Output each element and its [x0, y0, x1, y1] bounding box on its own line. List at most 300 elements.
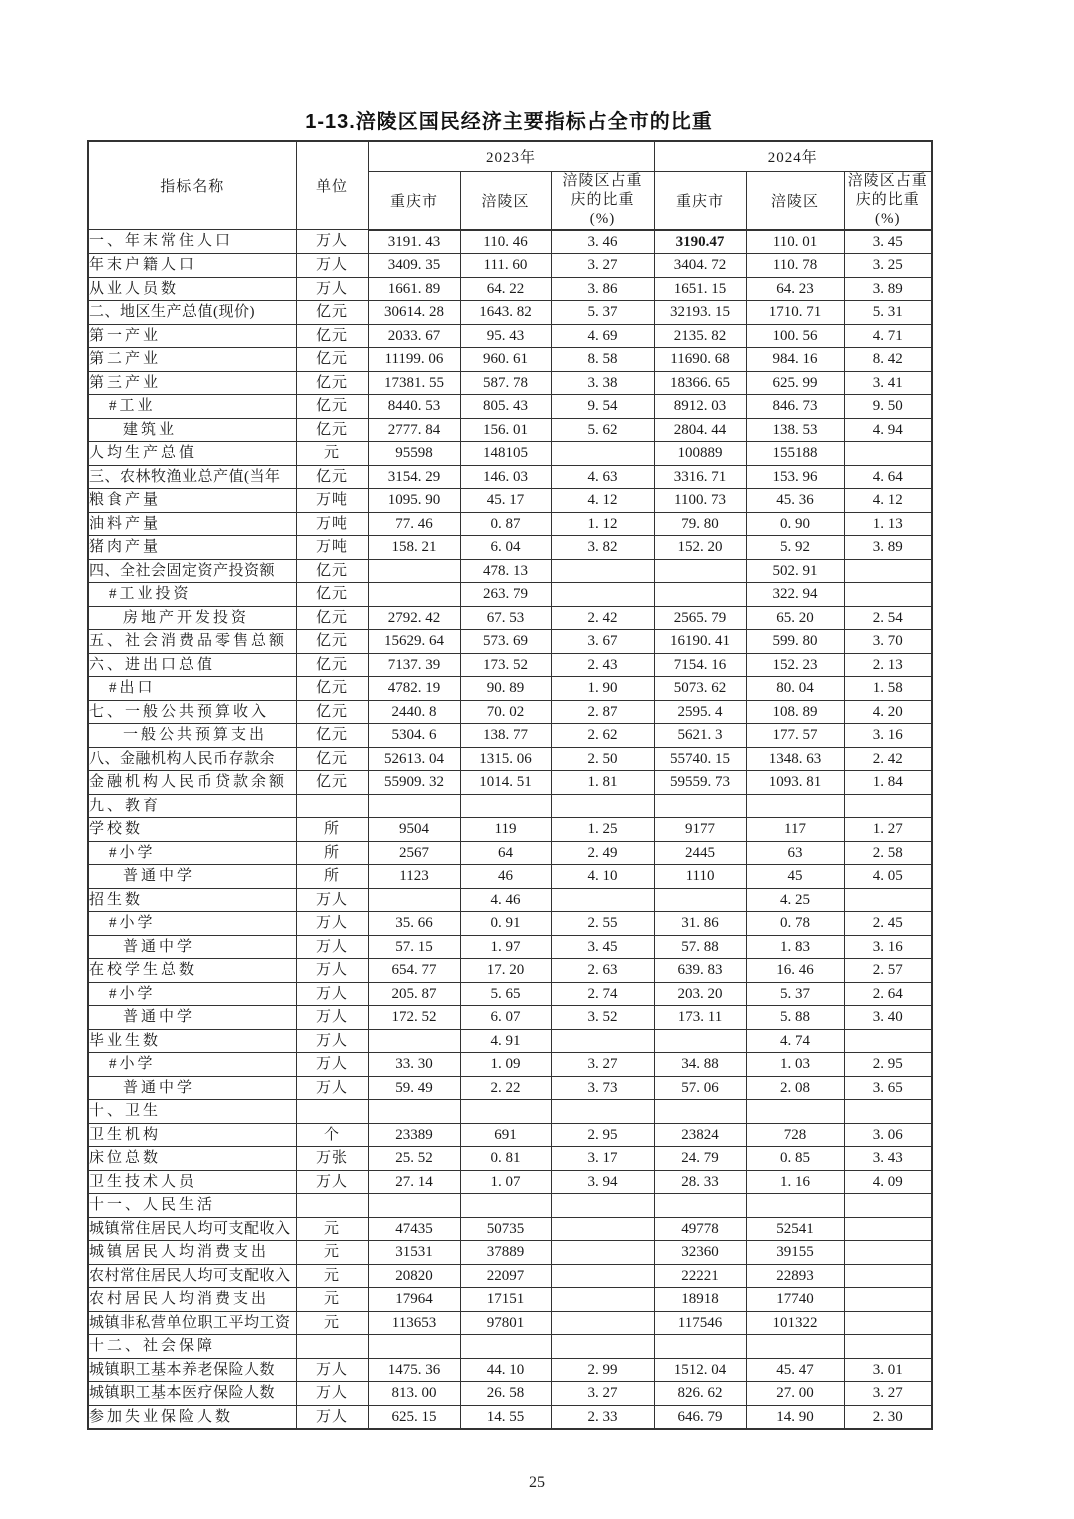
- value-cell: 2. 99: [551, 1358, 654, 1382]
- indicator-name-cell: 油料产量: [88, 512, 296, 536]
- value-cell: 5. 92: [746, 536, 844, 560]
- value-cell: 3190.47: [654, 230, 746, 254]
- value-cell: [844, 1217, 932, 1241]
- value-cell: [460, 794, 551, 818]
- table-row: [88, 1006, 932, 1030]
- indicator-name-cell: 城镇职工基本医疗保险人数: [88, 1382, 296, 1406]
- value-cell: 32360: [654, 1241, 746, 1265]
- value-cell: 80. 04: [746, 677, 844, 701]
- table-row: [88, 1170, 932, 1194]
- table-row: [88, 512, 932, 536]
- unit-cell: 亿元: [296, 677, 368, 701]
- value-cell: [460, 1335, 551, 1359]
- value-cell: [844, 1100, 932, 1124]
- value-cell: 153. 96: [746, 465, 844, 489]
- unit-cell: 万人: [296, 1405, 368, 1429]
- value-cell: 45. 47: [746, 1358, 844, 1382]
- value-cell: 2. 63: [551, 959, 654, 983]
- value-cell: [844, 583, 932, 607]
- value-cell: [654, 1100, 746, 1124]
- value-cell: 4. 20: [844, 700, 932, 724]
- indicator-name-cell: 第一产业: [88, 324, 296, 348]
- value-cell: 9. 50: [844, 395, 932, 419]
- value-cell: 1. 07: [460, 1170, 551, 1194]
- page-number: 25: [529, 1474, 545, 1491]
- unit-cell: [296, 1335, 368, 1359]
- indicator-name-cell: 普通中学: [88, 1076, 296, 1100]
- value-cell: 100889: [654, 442, 746, 466]
- value-cell: 2. 55: [551, 912, 654, 936]
- unit-cell: 万吨: [296, 489, 368, 513]
- value-cell: 826. 62: [654, 1382, 746, 1406]
- value-cell: 156. 01: [460, 418, 551, 442]
- indicator-name-cell: 房地产开发投资: [88, 606, 296, 630]
- value-cell: 113653: [368, 1311, 460, 1335]
- value-cell: 639. 83: [654, 959, 746, 983]
- value-cell: 6. 07: [460, 1006, 551, 1030]
- table-row: [88, 395, 932, 419]
- col-header-share-2023: [551, 171, 654, 230]
- value-cell: [654, 1029, 746, 1053]
- value-cell: 1315. 06: [460, 747, 551, 771]
- value-cell: 111. 60: [460, 254, 551, 278]
- col-header-year-2023: 2023年: [368, 141, 654, 171]
- unit-cell: 万人: [296, 1382, 368, 1406]
- value-cell: [654, 1194, 746, 1218]
- value-cell: 138. 53: [746, 418, 844, 442]
- table-row: [88, 465, 932, 489]
- indicator-name-cell: 城镇非私营单位职工平均工资: [88, 1311, 296, 1335]
- table-row: [88, 1405, 932, 1429]
- table-row: [88, 301, 932, 325]
- value-cell: 45. 36: [746, 489, 844, 513]
- col-header-indicator: 指标名称: [88, 141, 296, 230]
- value-cell: 67. 53: [460, 606, 551, 630]
- value-cell: 16190. 41: [654, 630, 746, 654]
- value-cell: [551, 1100, 654, 1124]
- value-cell: 17381. 55: [368, 371, 460, 395]
- col-header-year-2024: 2024年: [654, 141, 932, 171]
- unit-cell: 亿元: [296, 583, 368, 607]
- value-cell: 1014. 51: [460, 771, 551, 795]
- unit-cell: 万人: [296, 1358, 368, 1382]
- value-cell: 3404. 72: [654, 254, 746, 278]
- value-cell: 3. 52: [551, 1006, 654, 1030]
- value-cell: [844, 559, 932, 583]
- value-cell: [460, 1100, 551, 1124]
- table-row: [88, 230, 932, 254]
- value-cell: [551, 559, 654, 583]
- value-cell: 5. 65: [460, 982, 551, 1006]
- table-row: [88, 1264, 932, 1288]
- unit-cell: 万人: [296, 254, 368, 278]
- value-cell: 1512. 04: [654, 1358, 746, 1382]
- value-cell: 2. 62: [551, 724, 654, 748]
- indicator-name-cell: 金融机构人民币贷款余额: [88, 771, 296, 795]
- value-cell: [844, 1194, 932, 1218]
- value-cell: 2033. 67: [368, 324, 460, 348]
- value-cell: 3191. 43: [368, 230, 460, 254]
- value-cell: [746, 794, 844, 818]
- value-cell: 3. 73: [551, 1076, 654, 1100]
- table-row: [88, 1194, 932, 1218]
- value-cell: 47435: [368, 1217, 460, 1241]
- value-cell: 1643. 82: [460, 301, 551, 325]
- value-cell: 3409. 35: [368, 254, 460, 278]
- value-cell: 5073. 62: [654, 677, 746, 701]
- value-cell: [368, 1029, 460, 1053]
- table-row: [88, 606, 932, 630]
- unit-cell: 元: [296, 1241, 368, 1265]
- unit-cell: 所: [296, 818, 368, 842]
- value-cell: 5. 88: [746, 1006, 844, 1030]
- value-cell: 2445: [654, 841, 746, 865]
- indicator-name-cell: 在校学生总数: [88, 959, 296, 983]
- value-cell: 654. 77: [368, 959, 460, 983]
- indicator-name-cell: 农村居民人均消费支出: [88, 1288, 296, 1312]
- indicator-name-cell: 从业人员数: [88, 277, 296, 301]
- value-cell: 90. 89: [460, 677, 551, 701]
- value-cell: 2. 22: [460, 1076, 551, 1100]
- value-cell: 1. 12: [551, 512, 654, 536]
- value-cell: 3. 67: [551, 630, 654, 654]
- value-cell: 4. 71: [844, 324, 932, 348]
- value-cell: [844, 888, 932, 912]
- unit-cell: [296, 1194, 368, 1218]
- value-cell: 45. 17: [460, 489, 551, 513]
- value-cell: [844, 1288, 932, 1312]
- value-cell: 1110: [654, 865, 746, 889]
- value-cell: [746, 1335, 844, 1359]
- value-cell: 65. 20: [746, 606, 844, 630]
- value-cell: 2440. 8: [368, 700, 460, 724]
- value-cell: 37889: [460, 1241, 551, 1265]
- value-cell: 17964: [368, 1288, 460, 1312]
- value-cell: 59. 49: [368, 1076, 460, 1100]
- table-row: [88, 935, 932, 959]
- value-cell: [551, 1311, 654, 1335]
- unit-cell: 元: [296, 1311, 368, 1335]
- indicator-name-cell: 粮食产量: [88, 489, 296, 513]
- unit-cell: [296, 794, 368, 818]
- value-cell: 4. 91: [460, 1029, 551, 1053]
- value-cell: 25. 52: [368, 1147, 460, 1171]
- unit-cell: 亿元: [296, 324, 368, 348]
- indicator-name-cell: 十、卫生: [88, 1100, 296, 1124]
- value-cell: 0. 90: [746, 512, 844, 536]
- unit-cell: [296, 1100, 368, 1124]
- unit-cell: 万人: [296, 1170, 368, 1194]
- value-cell: 146. 03: [460, 465, 551, 489]
- indicator-name-cell: #小学: [88, 1053, 296, 1077]
- table-row: [88, 1053, 932, 1077]
- value-cell: 5. 37: [746, 982, 844, 1006]
- table-row: [88, 583, 932, 607]
- table-row: [88, 888, 932, 912]
- value-cell: 27. 14: [368, 1170, 460, 1194]
- value-cell: 3. 89: [844, 536, 932, 560]
- table-row: [88, 277, 932, 301]
- table-row: [88, 1217, 932, 1241]
- unit-cell: 万人: [296, 888, 368, 912]
- value-cell: 4. 64: [844, 465, 932, 489]
- value-cell: 0. 85: [746, 1147, 844, 1171]
- value-cell: 3316. 71: [654, 465, 746, 489]
- value-cell: 35. 66: [368, 912, 460, 936]
- value-cell: 22221: [654, 1264, 746, 1288]
- value-cell: 17. 20: [460, 959, 551, 983]
- value-cell: 3. 16: [844, 935, 932, 959]
- value-cell: 5. 31: [844, 301, 932, 325]
- value-cell: 4. 69: [551, 324, 654, 348]
- unit-cell: 元: [296, 442, 368, 466]
- table-row: [88, 1147, 932, 1171]
- value-cell: 11690. 68: [654, 348, 746, 372]
- value-cell: [551, 583, 654, 607]
- indicator-name-cell: 招生数: [88, 888, 296, 912]
- table-row: [88, 1382, 932, 1406]
- value-cell: [551, 794, 654, 818]
- col-header-district-2024: 涪陵区: [746, 171, 844, 230]
- unit-cell: 元: [296, 1264, 368, 1288]
- value-cell: 3. 41: [844, 371, 932, 395]
- unit-cell: 亿元: [296, 371, 368, 395]
- value-cell: [654, 559, 746, 583]
- value-cell: 8440. 53: [368, 395, 460, 419]
- value-cell: 2. 42: [551, 606, 654, 630]
- value-cell: [460, 1194, 551, 1218]
- value-cell: 728: [746, 1123, 844, 1147]
- value-cell: 108. 89: [746, 700, 844, 724]
- indicator-name-cell: 猪肉产量: [88, 536, 296, 560]
- table-row: [88, 536, 932, 560]
- value-cell: 14. 90: [746, 1405, 844, 1429]
- value-cell: 0. 78: [746, 912, 844, 936]
- value-cell: 646. 79: [654, 1405, 746, 1429]
- table-row: [88, 677, 932, 701]
- value-cell: 1651. 15: [654, 277, 746, 301]
- value-cell: 31531: [368, 1241, 460, 1265]
- value-cell: 2. 95: [551, 1123, 654, 1147]
- value-cell: 49778: [654, 1217, 746, 1241]
- indicator-name-cell: 普通中学: [88, 865, 296, 889]
- value-cell: 57. 88: [654, 935, 746, 959]
- value-cell: 18366. 65: [654, 371, 746, 395]
- value-cell: 2. 58: [844, 841, 932, 865]
- value-cell: 0. 87: [460, 512, 551, 536]
- value-cell: 2. 49: [551, 841, 654, 865]
- value-cell: 27. 00: [746, 1382, 844, 1406]
- value-cell: 3. 16: [844, 724, 932, 748]
- value-cell: 205. 87: [368, 982, 460, 1006]
- value-cell: 2777. 84: [368, 418, 460, 442]
- value-cell: 52613. 04: [368, 747, 460, 771]
- unit-cell: 亿元: [296, 559, 368, 583]
- value-cell: 2. 33: [551, 1405, 654, 1429]
- value-cell: 3. 27: [844, 1382, 932, 1406]
- indicator-name-cell: 普通中学: [88, 935, 296, 959]
- value-cell: 50735: [460, 1217, 551, 1241]
- table-row: [88, 982, 932, 1006]
- table-row: [88, 1100, 932, 1124]
- value-cell: 46: [460, 865, 551, 889]
- value-cell: [551, 1264, 654, 1288]
- unit-cell: 万人: [296, 230, 368, 254]
- value-cell: [654, 1335, 746, 1359]
- value-cell: 1661. 89: [368, 277, 460, 301]
- value-cell: 1. 58: [844, 677, 932, 701]
- value-cell: 95. 43: [460, 324, 551, 348]
- unit-cell: 亿元: [296, 653, 368, 677]
- value-cell: [551, 1194, 654, 1218]
- unit-cell: 元: [296, 1217, 368, 1241]
- value-cell: 1. 90: [551, 677, 654, 701]
- unit-cell: 万人: [296, 912, 368, 936]
- value-cell: [844, 1264, 932, 1288]
- value-cell: 117546: [654, 1311, 746, 1335]
- value-cell: 2. 54: [844, 606, 932, 630]
- table-row: [88, 1311, 932, 1335]
- value-cell: 263. 79: [460, 583, 551, 607]
- value-cell: 2. 87: [551, 700, 654, 724]
- value-cell: 8. 58: [551, 348, 654, 372]
- value-cell: 152. 23: [746, 653, 844, 677]
- indicator-name-cell: 十一、人民生活: [88, 1194, 296, 1218]
- value-cell: 3. 17: [551, 1147, 654, 1171]
- value-cell: 39155: [746, 1241, 844, 1265]
- value-cell: 502. 91: [746, 559, 844, 583]
- value-cell: 1. 97: [460, 935, 551, 959]
- value-cell: 2. 43: [551, 653, 654, 677]
- value-cell: 119: [460, 818, 551, 842]
- value-cell: 55909. 32: [368, 771, 460, 795]
- unit-cell: 万张: [296, 1147, 368, 1171]
- unit-cell: 亿元: [296, 348, 368, 372]
- value-cell: 3. 46: [551, 230, 654, 254]
- value-cell: 173. 52: [460, 653, 551, 677]
- value-cell: [368, 794, 460, 818]
- value-cell: 23824: [654, 1123, 746, 1147]
- table-row: [88, 1335, 932, 1359]
- value-cell: 203. 20: [654, 982, 746, 1006]
- value-cell: [368, 1100, 460, 1124]
- value-cell: 3. 01: [844, 1358, 932, 1382]
- table-row: [88, 912, 932, 936]
- value-cell: [844, 1335, 932, 1359]
- indicator-name-cell: 九、教育: [88, 794, 296, 818]
- value-cell: [844, 1029, 932, 1053]
- unit-cell: 万人: [296, 1029, 368, 1053]
- table-row: [88, 818, 932, 842]
- value-cell: 5621. 3: [654, 724, 746, 748]
- value-cell: 8912. 03: [654, 395, 746, 419]
- value-cell: 5. 37: [551, 301, 654, 325]
- value-cell: 3. 43: [844, 1147, 932, 1171]
- table-row: [88, 1241, 932, 1265]
- value-cell: 172. 52: [368, 1006, 460, 1030]
- value-cell: 4. 94: [844, 418, 932, 442]
- value-cell: 16. 46: [746, 959, 844, 983]
- value-cell: 4. 05: [844, 865, 932, 889]
- value-cell: 846. 73: [746, 395, 844, 419]
- value-cell: [551, 442, 654, 466]
- value-cell: 57. 06: [654, 1076, 746, 1100]
- table-row: [88, 1288, 932, 1312]
- value-cell: 59559. 73: [654, 771, 746, 795]
- value-cell: 1. 03: [746, 1053, 844, 1077]
- unit-cell: 亿元: [296, 700, 368, 724]
- value-cell: 2. 64: [844, 982, 932, 1006]
- table-row: [88, 794, 932, 818]
- value-cell: 5. 62: [551, 418, 654, 442]
- value-cell: 4. 63: [551, 465, 654, 489]
- value-cell: 1. 84: [844, 771, 932, 795]
- value-cell: 95598: [368, 442, 460, 466]
- header-year-row: [88, 141, 932, 171]
- value-cell: 79. 80: [654, 512, 746, 536]
- unit-cell: 万人: [296, 982, 368, 1006]
- value-cell: 3. 27: [551, 1382, 654, 1406]
- value-cell: 117: [746, 818, 844, 842]
- value-cell: 64. 23: [746, 277, 844, 301]
- indicator-name-cell: 第三产业: [88, 371, 296, 395]
- table-row: [88, 254, 932, 278]
- value-cell: 64: [460, 841, 551, 865]
- table-row: [88, 959, 932, 983]
- value-cell: 3. 94: [551, 1170, 654, 1194]
- value-cell: [368, 888, 460, 912]
- value-cell: 148105: [460, 442, 551, 466]
- value-cell: 3. 25: [844, 254, 932, 278]
- unit-cell: 所: [296, 841, 368, 865]
- table-row: [88, 630, 932, 654]
- table-row: [88, 489, 932, 513]
- value-cell: 9177: [654, 818, 746, 842]
- value-cell: 155188: [746, 442, 844, 466]
- value-cell: 14. 55: [460, 1405, 551, 1429]
- unit-cell: 万人: [296, 1006, 368, 1030]
- value-cell: 100. 56: [746, 324, 844, 348]
- value-cell: [551, 1029, 654, 1053]
- value-cell: 5304. 6: [368, 724, 460, 748]
- value-cell: 3. 40: [844, 1006, 932, 1030]
- value-cell: 17740: [746, 1288, 844, 1312]
- indicator-name-cell: #出口: [88, 677, 296, 701]
- indicator-name-cell: 城镇常住居民人均可支配收入: [88, 1217, 296, 1241]
- value-cell: 177. 57: [746, 724, 844, 748]
- value-cell: 34. 88: [654, 1053, 746, 1077]
- indicator-name-cell: 年末户籍人口: [88, 254, 296, 278]
- value-cell: [551, 1288, 654, 1312]
- value-cell: 22097: [460, 1264, 551, 1288]
- indicator-name-cell: 人均生产总值: [88, 442, 296, 466]
- value-cell: 2595. 4: [654, 700, 746, 724]
- value-cell: 4. 10: [551, 865, 654, 889]
- value-cell: 1095. 90: [368, 489, 460, 513]
- page-title: 1-13.涪陵区国民经济主要指标占全市的比重: [305, 111, 713, 133]
- value-cell: 9. 54: [551, 395, 654, 419]
- table-row: [88, 841, 932, 865]
- value-cell: 1. 83: [746, 935, 844, 959]
- value-cell: [746, 1100, 844, 1124]
- indicator-name-cell: 十二、社会保障: [88, 1335, 296, 1359]
- unit-cell: 个: [296, 1123, 368, 1147]
- indicator-name-cell: 农村常住居民人均可支配收入: [88, 1264, 296, 1288]
- value-cell: 101322: [746, 1311, 844, 1335]
- value-cell: 63: [746, 841, 844, 865]
- col-header-city-2024: 重庆市: [654, 171, 746, 230]
- value-cell: 2804. 44: [654, 418, 746, 442]
